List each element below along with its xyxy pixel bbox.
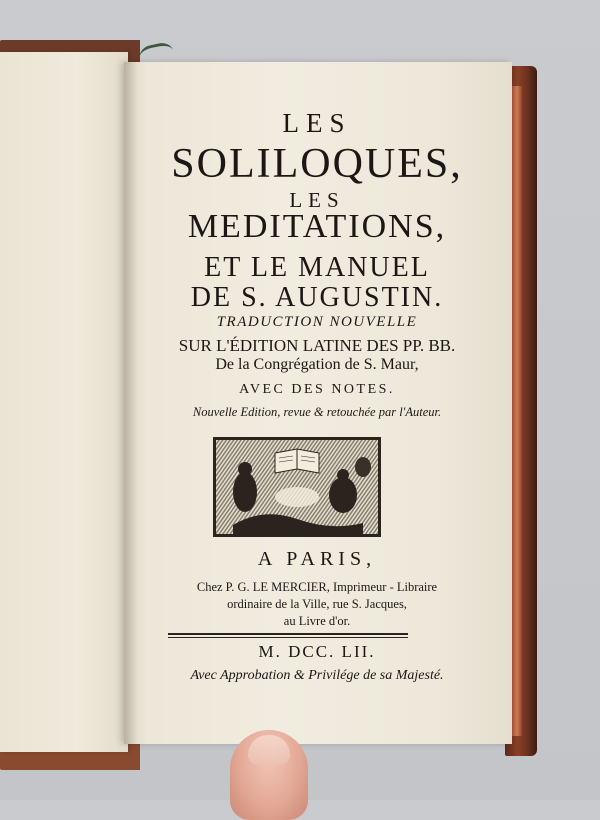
title-meditations: MEDITATIONS,	[187, 208, 447, 245]
imprint-printer-line1: Chez P. G. LE MERCIER, Imprimeur - Libraire	[196, 580, 438, 594]
imprint-approbation: Avec Approbation & Privilége de sa Majesté.	[190, 668, 444, 683]
subtitle-edition-latine: SUR L'ÉDITION LATINE DES PP. BB.	[178, 336, 456, 355]
imprint-rule	[168, 633, 408, 635]
imprint-date: M. DCC. LII.	[258, 642, 376, 661]
title-augustin: DE S. AUGUSTIN.	[190, 282, 444, 313]
edition-statement: Nouvelle Edition, revue & retouchée par l'Auteur.	[192, 405, 442, 419]
subtitle-notes: AVEC DES NOTES.	[239, 382, 395, 397]
title-soliloques: SOLILOQUES,	[171, 141, 463, 187]
title-les: LES	[282, 108, 352, 138]
subtitle-traduction: TRADUCTION NOUVELLE	[216, 314, 418, 330]
title-manuel: ET LE MANUEL	[204, 252, 430, 283]
imprint-rule-thin	[168, 637, 408, 638]
title-les-2: LES	[289, 188, 345, 212]
imprint-city: A PARIS,	[257, 548, 377, 570]
blank-flyleaf-page	[0, 52, 128, 752]
thumbnail-nail	[248, 735, 290, 765]
imprint-printer-line3: au Livre d'or.	[283, 614, 351, 628]
woodcut-vignette-illustration	[213, 437, 381, 537]
subtitle-congregation: De la Congrégation de S. Maur,	[215, 356, 419, 373]
imprint-printer-line2: ordinaire de la Ville, rue S. Jacques,	[227, 597, 407, 611]
gilt-page-edge	[512, 86, 522, 736]
